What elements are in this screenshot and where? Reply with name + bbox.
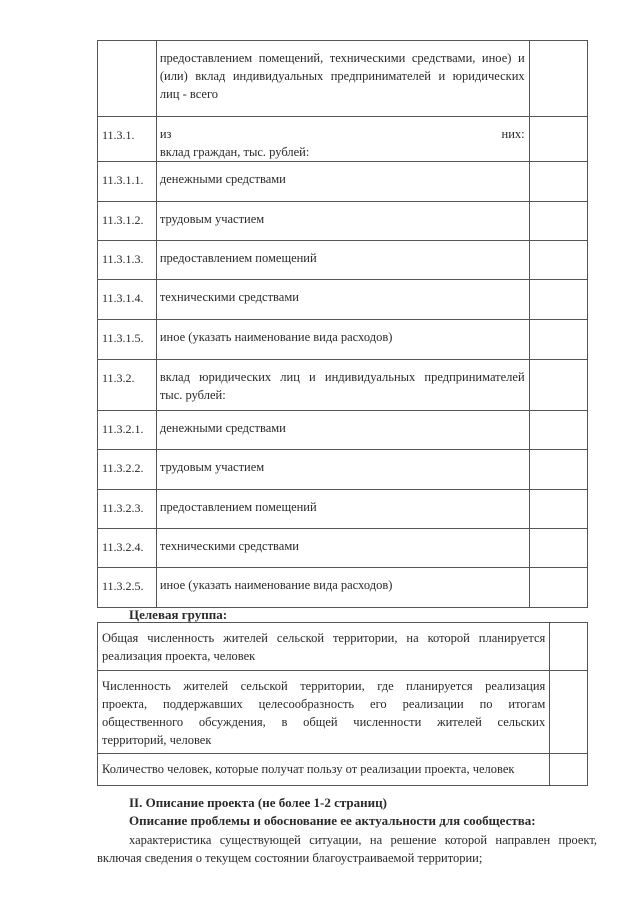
table-row bbox=[98, 320, 588, 360]
table-row bbox=[98, 568, 588, 608]
target-group-title: Целевая группа: bbox=[129, 607, 228, 622]
body-paragraph: характеристика существующей ситуации, на решение которой направлен проект, включая сведения о текущем состоянии благоустраиваемой территории; bbox=[97, 833, 597, 865]
cell-text-line: предоставлением помещений bbox=[159, 500, 317, 514]
value-cell[interactable] bbox=[529, 490, 587, 529]
table-row bbox=[98, 623, 588, 671]
row-number: 11.3.2. bbox=[98, 360, 157, 411]
cell-text-line: техническими средствами bbox=[159, 290, 299, 304]
cell-text-line: денежными средствами bbox=[159, 172, 286, 186]
row-description bbox=[156, 202, 529, 241]
row-description bbox=[156, 280, 529, 320]
section-title: II. Описание проекта (не более 1-2 страниц) bbox=[129, 795, 387, 810]
cell-text-line: лиц - всего bbox=[159, 87, 219, 101]
table-row bbox=[98, 671, 588, 754]
cell-text-line: общественного обсуждения, в общей численности жителей сельских bbox=[102, 715, 546, 729]
cell-text-line: денежными средствами bbox=[159, 421, 286, 435]
indicator-description bbox=[98, 623, 550, 671]
value-cell[interactable] bbox=[529, 450, 587, 490]
cell-text-line: (или) вклад индивидуальных предпринимателей и юридических bbox=[159, 69, 525, 83]
value-cell[interactable] bbox=[529, 280, 587, 320]
value-cell[interactable] bbox=[529, 117, 587, 162]
cell-text-line: реализация проекта, человек bbox=[102, 649, 256, 663]
value-cell[interactable] bbox=[529, 360, 587, 411]
row-number: 11.3.1.5. bbox=[98, 320, 157, 360]
value-cell[interactable] bbox=[529, 162, 587, 202]
cell-text-line: вклад граждан, тыс. рублей: bbox=[159, 145, 310, 159]
value-cell[interactable] bbox=[529, 320, 587, 360]
row-number: 11.3.2.4. bbox=[98, 529, 157, 568]
cell-text-line: Общая численность жителей сельской территории, на которой планируется bbox=[102, 631, 546, 645]
cell-text-line: иное (указать наименование вида расходов) bbox=[159, 330, 393, 344]
funding-table bbox=[97, 40, 588, 608]
value-cell[interactable] bbox=[529, 241, 587, 280]
indicator-description bbox=[98, 671, 550, 754]
row-description bbox=[156, 41, 529, 117]
table-row bbox=[98, 490, 588, 529]
indicator-description bbox=[98, 754, 550, 786]
cell-text-line: территорий, человек bbox=[102, 733, 212, 747]
value-cell[interactable] bbox=[550, 623, 588, 671]
cell-text-line: тыс. рублей: bbox=[159, 388, 226, 402]
row-description bbox=[156, 411, 529, 450]
table-row bbox=[98, 41, 588, 117]
row-number: 11.3.2.1. bbox=[98, 411, 157, 450]
row-description bbox=[156, 241, 529, 280]
subsection-title: Описание проблемы и обоснование ее актуальности для сообщества: bbox=[129, 813, 536, 828]
cell-text-line: проекта, поддержавших целесообразность его реализации по итогам bbox=[102, 697, 546, 711]
cell-text-line: Численность жителей сельской территории, где планируется реализация bbox=[102, 679, 546, 693]
row-description bbox=[156, 450, 529, 490]
table-row bbox=[98, 529, 588, 568]
row-description bbox=[156, 360, 529, 411]
row-description bbox=[156, 529, 529, 568]
target-group-table bbox=[97, 622, 588, 786]
cell-text-line: техническими средствами bbox=[159, 539, 299, 553]
table-row bbox=[98, 280, 588, 320]
cell-text-line: иное (указать наименование вида расходов) bbox=[159, 578, 393, 592]
cell-text-line: Количество человек, которые получат пользу от реализации проекта, человек bbox=[102, 762, 515, 776]
row-number: 11.3.1.2. bbox=[98, 202, 157, 241]
row-number: 11.3.1.1. bbox=[98, 162, 157, 202]
row-number: 11.3.1.3. bbox=[98, 241, 157, 280]
value-cell[interactable] bbox=[550, 671, 588, 754]
value-cell[interactable] bbox=[550, 754, 588, 786]
table-row bbox=[98, 754, 588, 786]
row-description bbox=[156, 320, 529, 360]
value-cell[interactable] bbox=[529, 411, 587, 450]
table-row bbox=[98, 162, 588, 202]
value-cell[interactable] bbox=[529, 202, 587, 241]
table-row bbox=[98, 360, 588, 411]
row-number: 11.3.1.4. bbox=[98, 280, 157, 320]
cell-text-line: трудовым участием bbox=[159, 212, 265, 226]
cell-text-line: предоставлением помещений, техническими средствами, иное) и bbox=[159, 51, 525, 65]
row-number: 11.3.1. bbox=[98, 117, 157, 162]
row-number: 11.3.2.3. bbox=[98, 490, 157, 529]
row-description bbox=[156, 117, 529, 162]
table-row bbox=[98, 450, 588, 490]
value-cell[interactable] bbox=[529, 568, 587, 608]
row-description bbox=[156, 568, 529, 608]
row-description bbox=[156, 490, 529, 529]
cell-text-line: вклад юридических лиц и индивидуальных предпринимателей bbox=[159, 370, 525, 384]
value-cell[interactable] bbox=[529, 41, 587, 117]
table-row bbox=[98, 202, 588, 241]
row-description bbox=[156, 162, 529, 202]
cell-text-line: предоставлением помещений bbox=[159, 251, 317, 265]
value-cell[interactable] bbox=[529, 529, 587, 568]
cell-text-line: трудовым участием bbox=[159, 460, 265, 474]
table-row bbox=[98, 117, 588, 162]
row-number: 11.3.2.2. bbox=[98, 450, 157, 490]
table-row bbox=[98, 241, 588, 280]
cell-text-line: из них: bbox=[159, 127, 525, 141]
table-row bbox=[98, 411, 588, 450]
row-number: 11.3.2.5. bbox=[98, 568, 157, 608]
row-number bbox=[98, 41, 157, 117]
